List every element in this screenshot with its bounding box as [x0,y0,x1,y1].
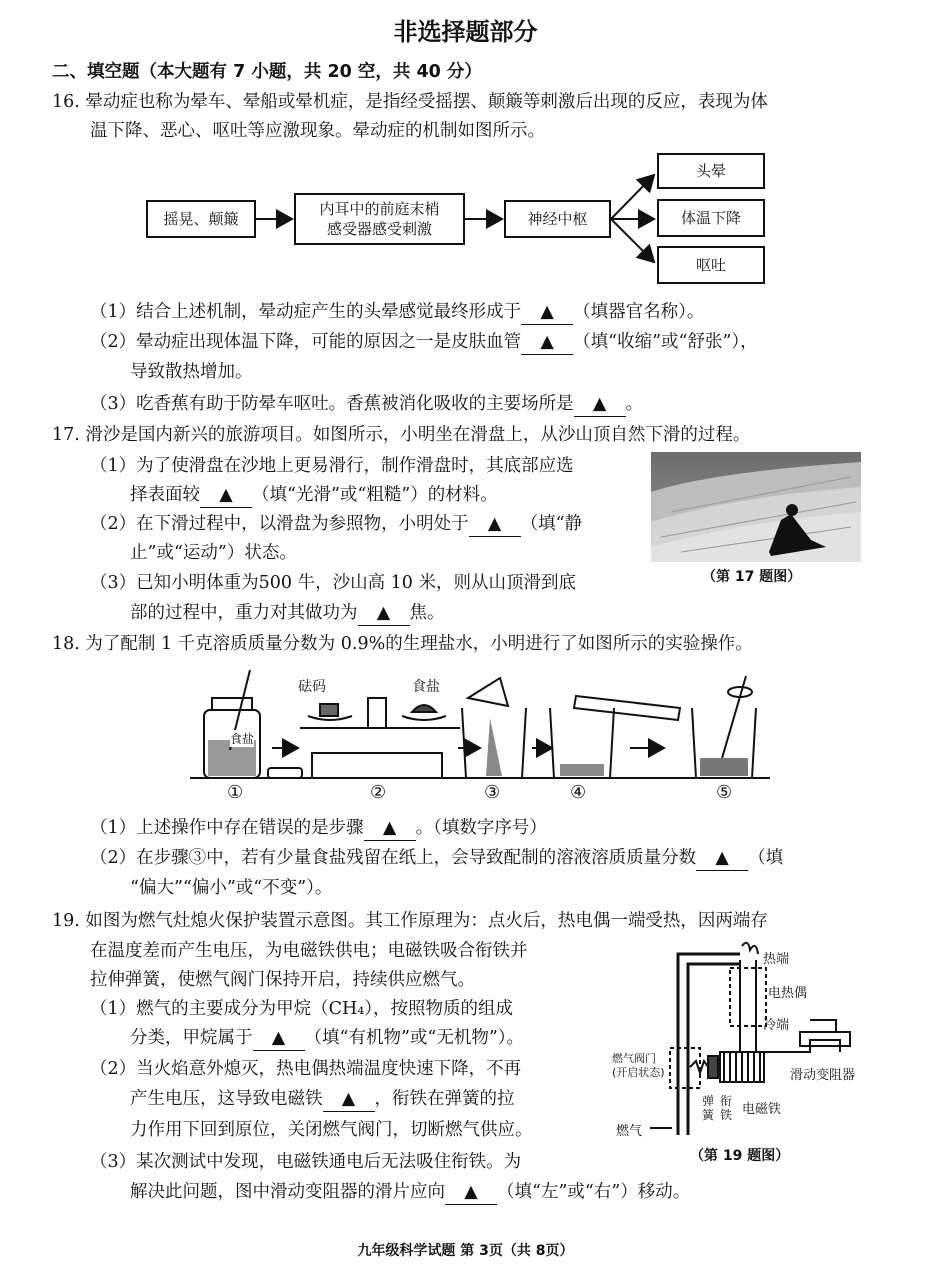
answer-blank[interactable]: ▲ [253,1026,305,1051]
answer-blank[interactable]: ▲ [200,483,252,508]
beaker-5 [692,676,756,778]
flow-box-output-1: 头晕 [657,153,765,189]
q16-part3: （3）吃香蕉有助于防晕车呕吐。香蕉被消化吸收的主要场所是 ▲ 。 [90,392,643,417]
answer-blank[interactable]: ▲ [445,1180,497,1205]
q16-stem-text1: 晕动症也称为晕车、晕船或晕机症，是指经受摇摆、颠簸等刺激后出现的反应，表现为体 [85,92,768,112]
q17-stem: 17. 滑沙是国内新兴的旅游项目。如图所示，小明坐在滑盘上，从沙山顶自然下滑的过程。 [52,425,751,445]
q19-part2-a: （2）当火焰意外熄灭，热电偶热端温度快速下降，不再 [90,1059,522,1079]
answer-blank[interactable]: ▲ [574,392,626,417]
q19-part2-b: 产生电压，这导致电磁铁 ▲ ，衔铁在弹簧的拉 [130,1087,515,1112]
q16-number: 16. [52,92,80,112]
armature-block [708,1056,718,1078]
answer-blank[interactable]: ▲ [358,601,410,626]
label-spring: 弹簧 [702,1094,715,1122]
label-weights: 砝码 [298,679,326,695]
label-armature: 衔铁 [720,1094,733,1122]
step-4-number: ④ [570,782,587,803]
flow-arrow-3 [611,175,654,219]
salt-jar [204,670,260,778]
label-rheostat: 滑动变阻器 [790,1068,856,1083]
step-1-number: ① [227,782,244,803]
flow-arrow-5 [611,219,654,262]
q16-part1: （1）结合上述机制，晕动症产生的头晕感觉最终形成于 ▲ （填器官名称）。 [90,300,704,325]
flow-box-receptor [294,193,465,245]
q17-part2-b: 止”或“运动”）状态。 [130,543,297,563]
section-heading: 二、填空题（本大题有 7 小题，共 20 空，共 40 分） [52,62,482,82]
q16-stem-line2: 温下降、恶心、呕吐等应激现象。晕动症的机制如图所示。 [90,121,545,141]
q17-sand-slide-photo [651,452,861,562]
q17-caption: （第 17 题图） [702,569,802,585]
q18-stem: 18. 为了配制 1 千克溶质质量分数为 0.9%的生理盐水，小明进行了如图所示的实验操作。 [52,634,753,654]
gas-valve-box [670,1048,700,1088]
q19-stem-line1: 19. 如图为燃气灶熄火保护装置示意图。其工作原理为：点火后，热电偶一端受热，因两端存 [52,911,768,931]
q19-caption: （第 19 题图） [690,1148,790,1164]
q19-part3-b: 解决此问题，图中滑动变阻器的滑片应向 ▲ （填“左”或“右”）移动。 [130,1180,690,1205]
q18-experiment-diagram [190,668,770,808]
label-gas: 燃气 [616,1124,643,1139]
flame-icon [742,943,758,954]
q19-part3-a: （3）某次测试中发现，电磁铁通电后无法吸住衔铁。为 [90,1152,522,1172]
flow-box-output-2: 体温下降 [657,199,765,237]
receptor-line2: 感受器感受刺激 [326,220,432,238]
answer-blank[interactable]: ▲ [521,330,573,355]
q18-number: 18. [52,634,80,654]
q17-part3-a: （3）已知小明体重为500 牛，沙山高 10 米，则从山顶滑到底 [90,573,576,593]
flow-box-start: 摇晃、颠簸 [146,200,256,238]
step-3-number: ③ [484,782,501,803]
q17-part1-a: （1）为了使滑盘在沙地上更易滑行，制作滑盘时，其底部应选 [90,456,574,476]
thermocouple-box [730,968,766,1026]
label-hot-end: 热端 [763,952,790,967]
beaker-3 [462,678,526,778]
step-5-number: ⑤ [716,782,733,803]
q19-stem-line2: 在温度差而产生电压，为电磁铁供电；电磁铁吸合衔铁并 [90,941,528,961]
q18-part1: （1）上述操作中存在错误的是步骤 ▲ 。（填数字序号） [90,816,547,841]
label-jar: 食盐 [230,732,255,746]
q17-number: 17. [52,425,80,445]
label-salt: 食盐 [412,679,440,695]
balance-scale [268,698,460,778]
q17-part2-a: （2）在下滑过程中，以滑盘为参照物，小明处于 ▲ （填“静 [90,512,582,537]
q19-stem-line3: 拉伸弹簧，使燃气阀门保持开启，持续供应燃气。 [90,970,475,990]
q18-part2: （2）在步骤③中，若有少量食盐残留在纸上，会导致配制的溶液溶质质量分数 ▲ （填 [90,846,783,871]
q19-part1-b: 分类，甲烷属于 ▲ （填“有机物”或“无机物”）。 [130,1026,524,1051]
q18-part2-cont: “偏大”“偏小”或“不变”）。 [130,878,333,898]
q19-part1-a: （1）燃气的主要成分为甲烷（CH₄），按照物质的组成 [90,999,514,1019]
receptor-line1: 内耳中的前庭末梢 [319,200,440,218]
step-2-number: ② [370,782,387,803]
q17-part3-b: 部的过程中，重力对其做功为 ▲ 焦。 [130,601,445,626]
beaker-4 [550,696,680,778]
answer-blank[interactable]: ▲ [521,300,573,325]
label-thermocouple: 电热偶 [768,986,808,1001]
flow-box-center: 神经中枢 [504,200,611,238]
q17-part1-b: 择表面较 ▲ （填“光滑”或“粗糙”）的材料。 [130,483,498,508]
q16-part2-cont: 导致散热增加。 [130,362,253,382]
answer-blank[interactable]: ▲ [469,512,521,537]
flow-box-output-3: 呕吐 [657,246,765,284]
label-gas-valve: 燃气阀门 (开启状态) [612,1052,665,1079]
label-electromagnet: 电磁铁 [742,1102,782,1117]
answer-blank[interactable]: ▲ [323,1087,375,1112]
q19-flameout-protection-diagram [610,940,870,1140]
q19-part2-c: 力作用下回到原位，关闭燃气阀门，切断燃气供应。 [130,1120,533,1140]
page-title: 非选择题部分 [393,18,538,46]
answer-blank[interactable]: ▲ [364,816,416,841]
q16-part2: （2）晕动症出现体温下降，可能的原因之一是皮肤血管 ▲ （填“收缩”或“舒张”）， [90,330,758,355]
page-footer: 九年级科学试题 第 3页（共 8页） [357,1243,574,1259]
label-cold-end: 冷端 [763,1018,790,1033]
rheostat-slider [810,1020,836,1032]
q19-number: 19. [52,911,80,931]
flow-arrows [0,0,931,300]
answer-blank[interactable]: ▲ [696,846,748,871]
